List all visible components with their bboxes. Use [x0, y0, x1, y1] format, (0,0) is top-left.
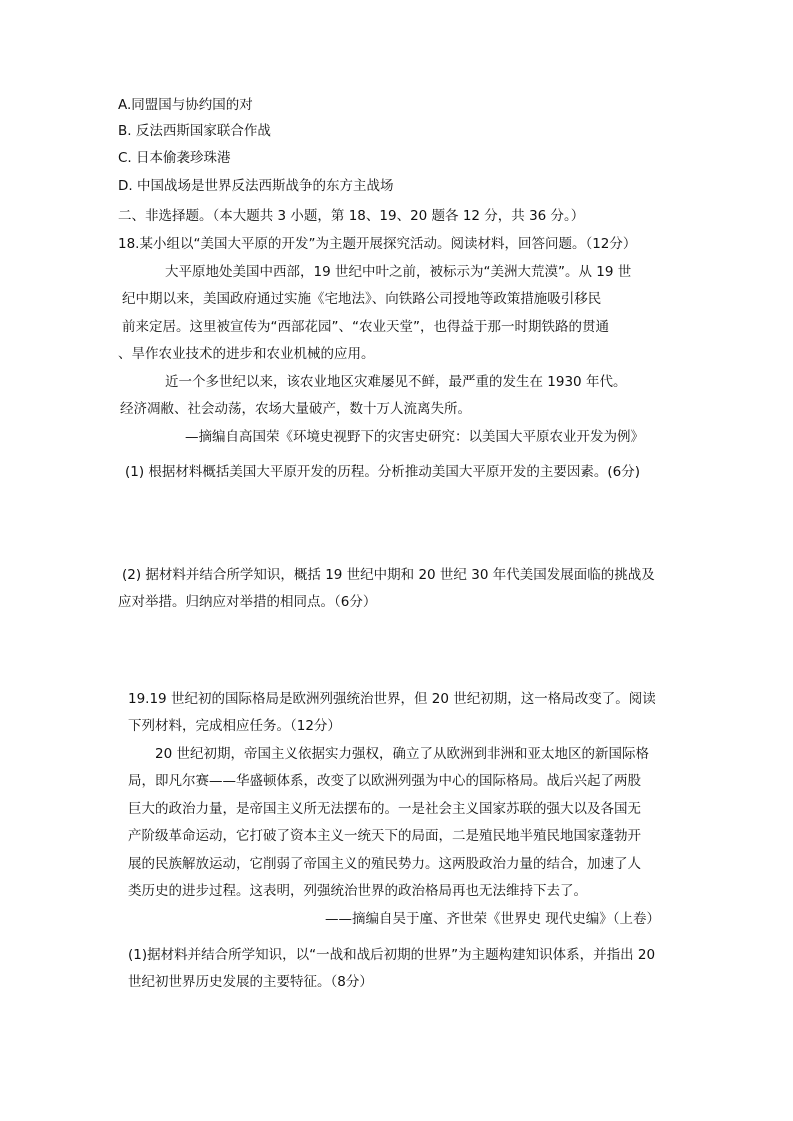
q18-subquestion-2-line: (2) 据材料并结合所学知识，概括 19 世纪中期和 20 世纪 30 年代美国发展面临的挑战及	[122, 567, 655, 583]
q18-subquestion-1: (1) 根据材料概括美国大平原开发的历程。分析推动美国大平原开发的主要因素。(6分)	[125, 464, 641, 480]
q19-source: ——摘编自吴于廑、齐世荣《世界史 现代史编》（上卷）	[325, 911, 661, 927]
question-18-stem: 18.某小组以“美国大平原的开发”为主题开展探究活动。阅读材料，回答问题。（12分）	[118, 236, 637, 252]
q18-material-line: 、旱作农业技术的进步和农业机械的应用。	[118, 346, 375, 362]
q19-material-line: 类历史的进步过程。这表明，列强统治世界的政治格局再也无法维持下去了。	[128, 883, 587, 899]
q18-material-line: 近一个多世纪以来，该农业地区灾难屡见不鲜，最严重的发生在 1930 年代。	[165, 374, 627, 390]
q18-subquestion-2-line: 应对举措。归纳应对举措的相同点。（6分）	[118, 594, 377, 610]
q19-subquestion-1-line: (1)据材料并结合所学知识，以“一战和战后初期的世界”为主题构建知识体系，并指出 20	[128, 947, 656, 963]
q19-material-line: 巨大的政治力量，是帝国主义所无法摆布的。一是社会主义国家苏联的强大以及各国无	[128, 801, 641, 817]
q18-material-line: 纪中期以来，美国政府通过实施《宅地法》、向铁路公司授地等政策措施吸引移民	[122, 291, 602, 307]
section-header: 二、非选择题。（本大题共 3 小题，第 18、19、20 题各 12 分，共 36 分。）	[118, 208, 585, 224]
q19-material-line: 20 世纪初期，帝国主义依据实力强权，确立了从欧洲到非洲和亚太地区的新国际格	[155, 746, 649, 762]
q19-material-line: 产阶级革命运动，它打破了资本主义一统天下的局面，二是殖民地半殖民地国家蓬勃开	[128, 828, 641, 844]
question-19-stem-line: 19.19 世纪初的国际格局是欧洲列强统治世界，但 20 世纪初期，这一格局改变了。阅读	[128, 691, 656, 707]
option-a: A.同盟国与协约国的对	[118, 97, 253, 113]
q18-source: —摘编自高国荣《环境史视野下的灾害史研究：以美国大平原农业开发为例》	[185, 429, 644, 445]
q18-material-line: 大平原地处美国中西部，19 世纪中叶之前，被标示为“美洲大荒漠”。从 19 世	[165, 264, 632, 280]
q19-material-line: 展的民族解放运动，它削弱了帝国主义的殖民势力。这两股政治力量的结合，加速了人	[128, 856, 641, 872]
q19-material-line: 局，即凡尔赛——华盛顿体系，改变了以欧洲列强为中心的国际格局。战后兴起了两股	[128, 773, 641, 789]
q18-material-line: 前来定居。这里被宣传为“西部花园”、“农业天堂”，也得益于那一时期铁路的贯通	[122, 319, 609, 335]
option-d: D. 中国战场是世界反法西斯战争的东方主战场	[118, 178, 394, 194]
q18-material-line: 经济凋敝、社会动荡，农场大量破产，数十万人流离失所。	[120, 401, 471, 417]
question-19-stem-line: 下列材料，完成相应任务。（12分）	[128, 718, 341, 734]
option-b: B. 反法西斯国家联合作战	[118, 123, 271, 139]
option-c: C. 日本偷袭珍珠港	[118, 150, 231, 166]
q19-subquestion-1-line: 世纪初世界历史发展的主要特征。（8分）	[128, 974, 373, 990]
